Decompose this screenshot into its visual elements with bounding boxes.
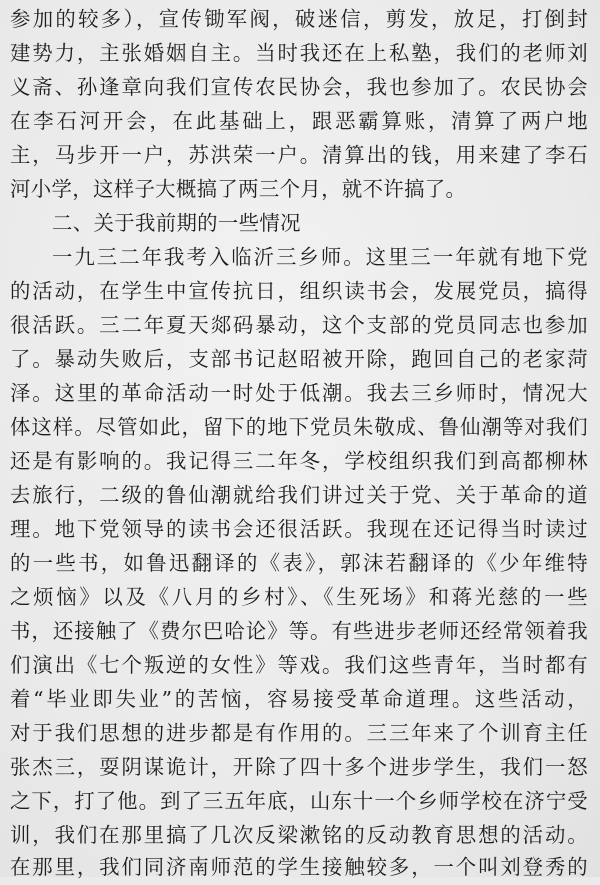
text-line-18: 之烦恼》以及《八月的乡村》、《生死场》和蒋光慈的一些 [10, 585, 588, 609]
text-line-5: 主，马步开一户，苏洪荣一户。清算出的钱，用来建了李石 [10, 143, 588, 167]
text-line-26: 在那里，我们同济南师范的学生接触较多，一个叫刘登秀的 [10, 855, 588, 879]
text-line-16: 理。地下党领导的读书会还很活跃。我现在还记得当时读过 [10, 517, 588, 541]
text-line-10: 很活跃。三二年夏天郯码暴动，这个支部的党员同志也参加 [10, 313, 588, 337]
text-line-14: 还是有影响的。我记得三二年冬，学校组织我们到高都柳林 [10, 449, 588, 473]
text-line-13: 体这样。尽管如此，留下的地下党员朱敬成、鲁仙潮等对我们 [10, 415, 588, 439]
text-line-24: 之下，打了他。到了三五年底，山东十一个乡师学校在济宁受 [10, 789, 588, 813]
text-line-20: 们演出《七个叛逆的女性》等戏。我们这些青年，当时都有 [10, 653, 588, 677]
text-line-9: 的活动，在学生中宣传抗日，组织读书会，发展党员，搞得 [10, 279, 588, 303]
text-line-3: 义斋、孙逢章向我们宣传农民协会，我也参加了。农民协会 [10, 75, 588, 99]
text-line-23: 张杰三，耍阴谋诡计，开除了四十多个进步学生，我们一怒 [10, 755, 588, 779]
text-line-21: 着“毕业即失业”的苦恼，容易接受革命道理。这些活动， [10, 687, 588, 711]
text-line-1: 参加的较多），宣传锄军阀，破迷信，剪发，放足，打倒封 [10, 7, 588, 31]
section-heading: 二、关于我前期的一些情况 [52, 211, 301, 235]
text-line-15: 去旅行，二级的鲁仙潮就给我们讲过关于党、关于革命的道 [10, 483, 588, 507]
text-line-2: 建势力，主张婚姻自主。当时我还在上私塾，我们的老师刘 [10, 41, 588, 65]
text-line-6: 河小学，这样子大概搞了两三个月，就不许搞了。 [10, 177, 467, 201]
text-line-4: 在李石河开会，在此基础上，跟恶霸算账，清算了两户地 [10, 109, 588, 133]
text-line-22: 对于我们思想的进步都是有作用的。三三年来了个训育主任 [10, 721, 588, 745]
text-line-12: 泽。这里的革命活动一时处于低潮。我去三乡师时，情况大 [10, 381, 588, 405]
text-line-11: 了。暴动失败后，支部书记赵昭被开除，跑回自己的老家菏 [10, 347, 588, 371]
text-line-25: 训，我们在那里搞了几次反梁漱铭的反动教育思想的活动。 [10, 823, 588, 847]
text-line-19: 书，还接触了《费尔巴哈论》等。有些进步老师还经常领着我 [10, 619, 588, 643]
text-line-17: 的一些书，如鲁迅翻译的《表》，郭沫若翻译的《少年维特 [10, 551, 588, 575]
paragraph-start: 一九三二年我考入临沂三乡师。这里三一年就有地下党 [52, 245, 588, 269]
